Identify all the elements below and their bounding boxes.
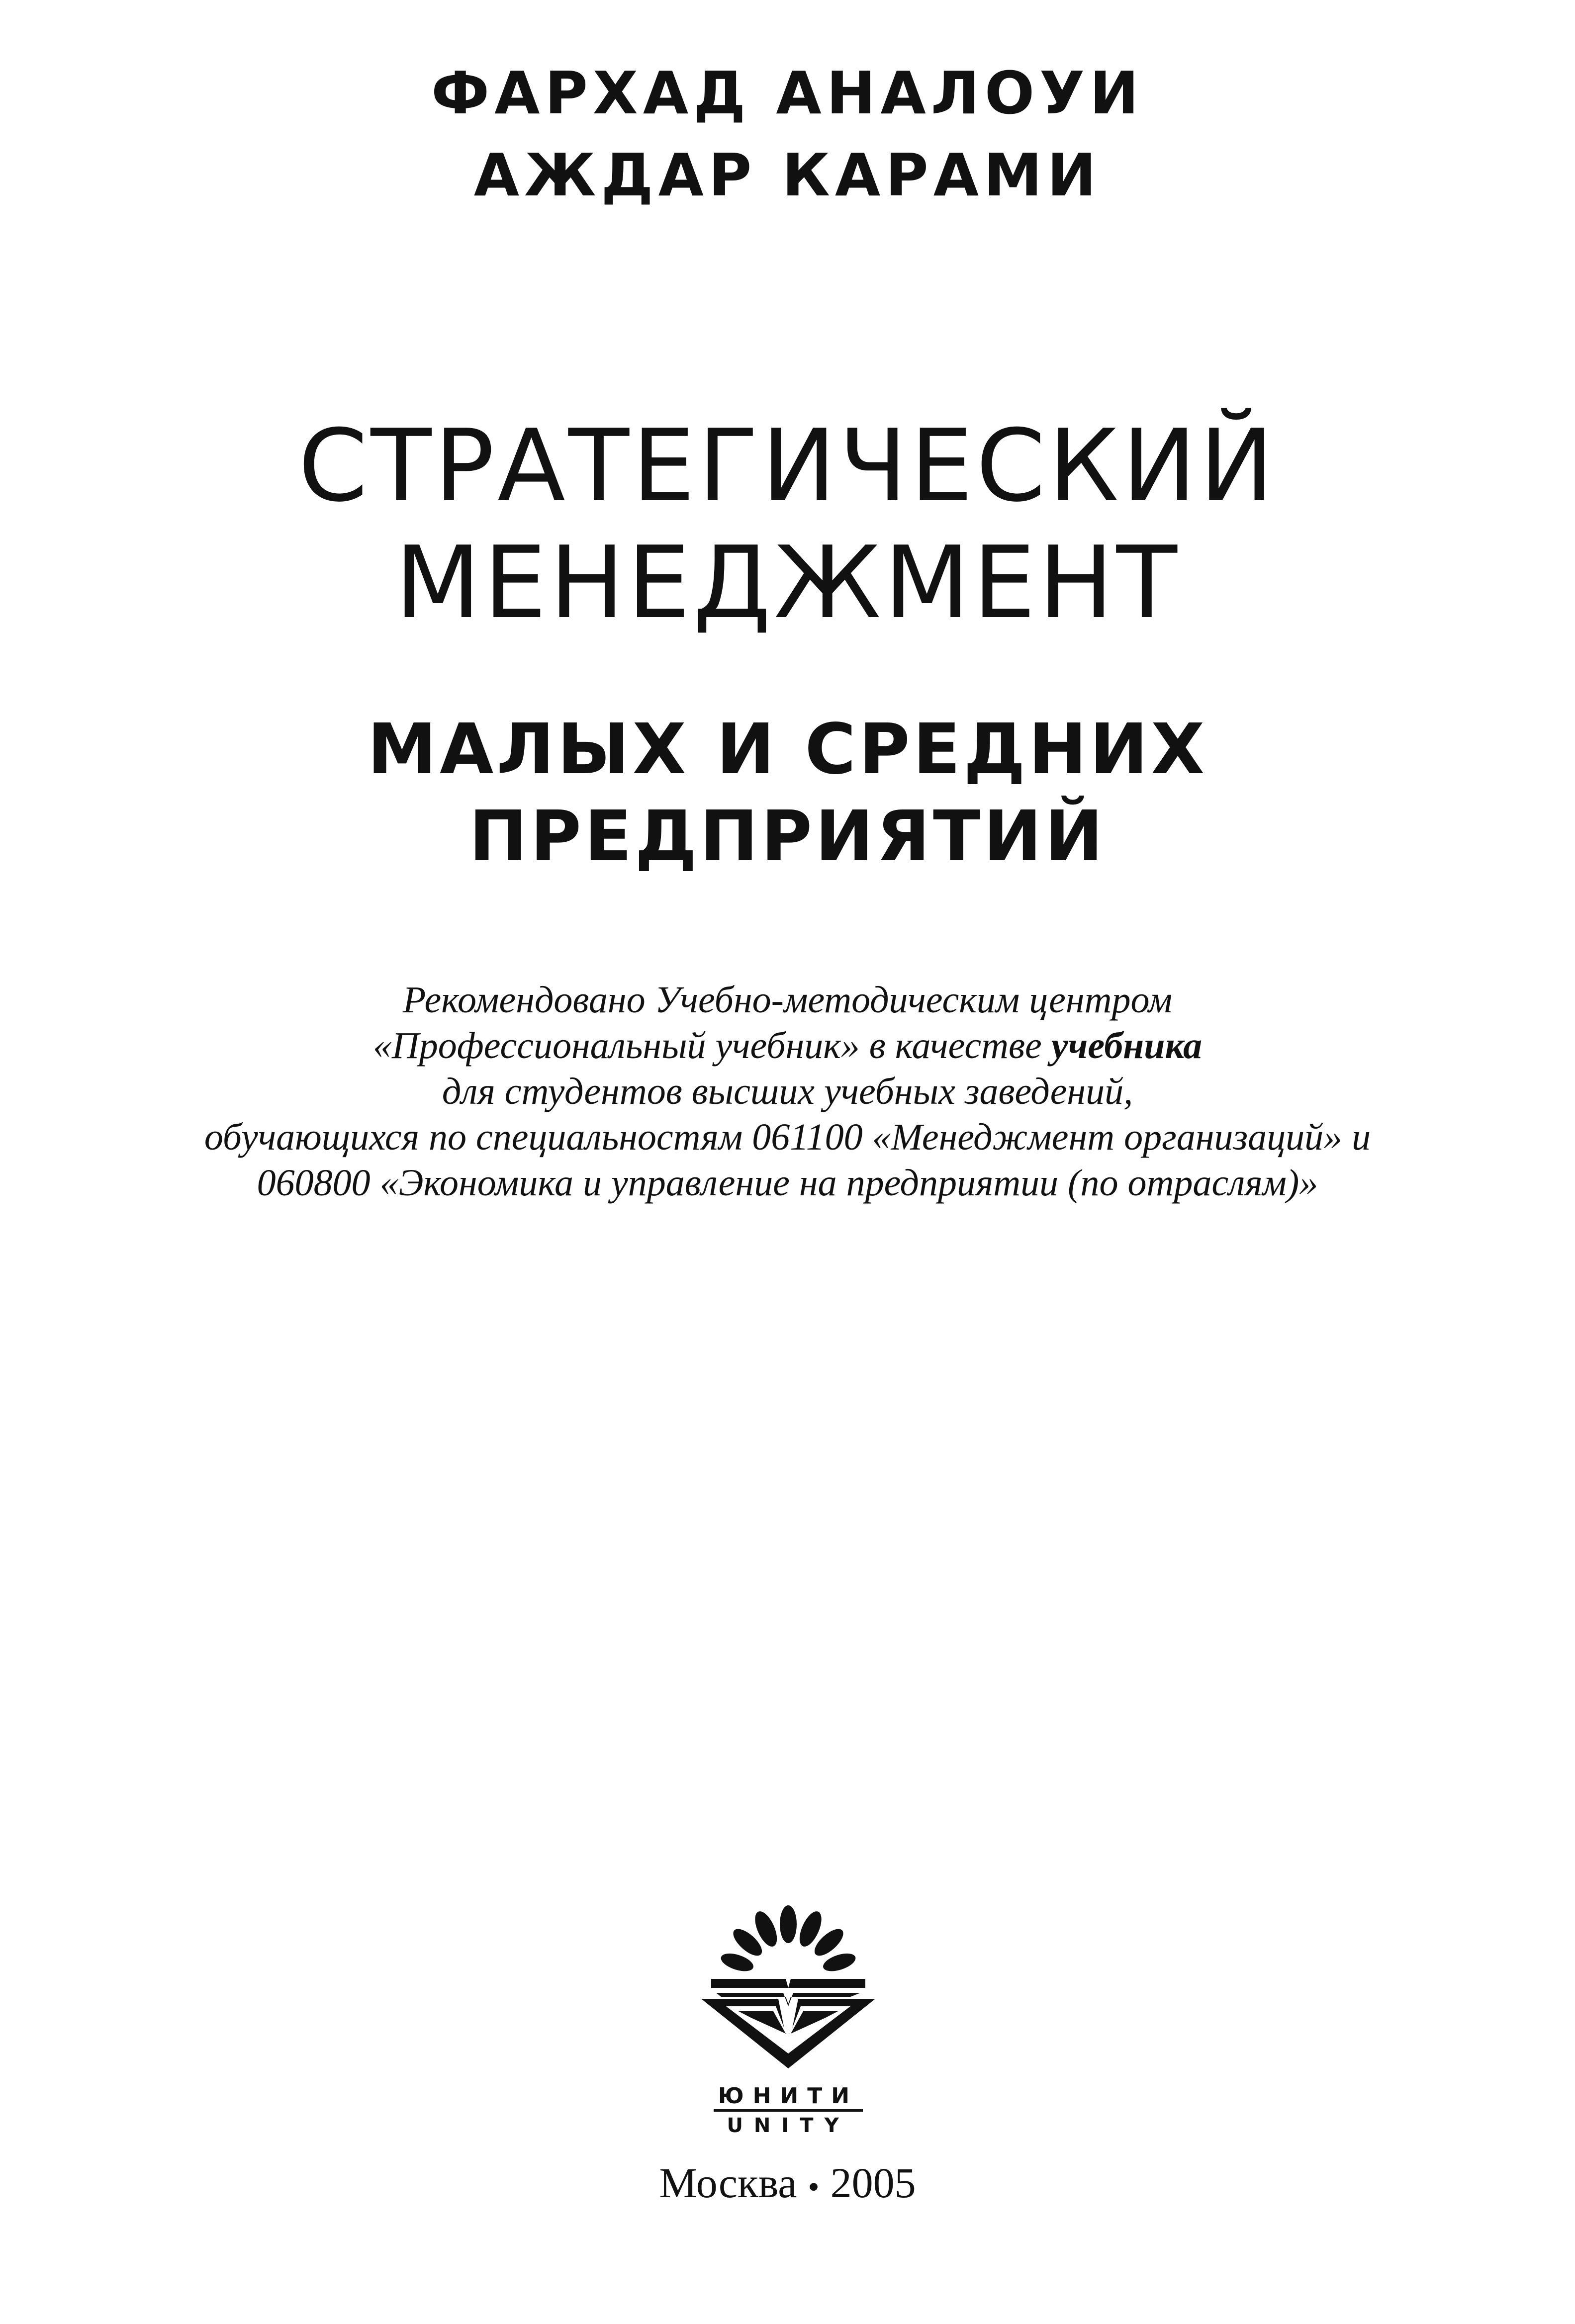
authors	[0, 52, 1575, 216]
recommendation-line: для студентов высших учебных заведений,	[442, 1071, 1133, 1112]
book-subtitle-line: ПРЕДПРИЯТИЙ	[469, 796, 1106, 877]
imprint-separator: •	[808, 2169, 820, 2206]
book-title-line: МЕНЕДЖМЕНТ	[395, 525, 1180, 641]
book-subtitle-line: МАЛЫХ И СРЕДНИХ	[367, 709, 1208, 790]
recommendation-line: обучающихся по специальностям 061100 «Менеджмент организаций» и	[204, 1116, 1371, 1158]
imprint-city: Москва	[659, 2159, 797, 2207]
publisher-logo-icon	[691, 1904, 885, 2138]
recommendation-text	[0, 977, 1575, 1206]
author-name: АЖДАР КАРАМИ	[473, 141, 1102, 209]
recommendation-line	[0, 1023, 1575, 1069]
book-icon	[701, 1979, 875, 2068]
recommendation-line: 060800 «Экономика и управление на предприятии (по отраслям)»	[257, 1162, 1318, 1204]
publisher-name-en: UNITY	[727, 2114, 850, 2137]
book-title	[0, 408, 1575, 641]
recommendation-emphasis: учебника	[1051, 1025, 1203, 1067]
publisher-logo	[691, 1904, 885, 2138]
book-subtitle	[0, 706, 1575, 880]
author-name: ФАРХАД АНАЛОУИ	[431, 59, 1144, 127]
imprint	[0, 2158, 1575, 2212]
imprint-year: 2005	[830, 2159, 916, 2207]
publisher-name-ru: ЮНИТИ	[718, 2083, 859, 2109]
sunburst-icon	[719, 1905, 857, 1974]
recommendation-line-text: «Профессиональный учебник» в качестве	[372, 1025, 1051, 1067]
recommendation-line: Рекомендовано Учебно-методическим центром	[402, 979, 1173, 1021]
book-title-line: СТРАТЕГИЧЕСКИЙ	[298, 408, 1277, 524]
